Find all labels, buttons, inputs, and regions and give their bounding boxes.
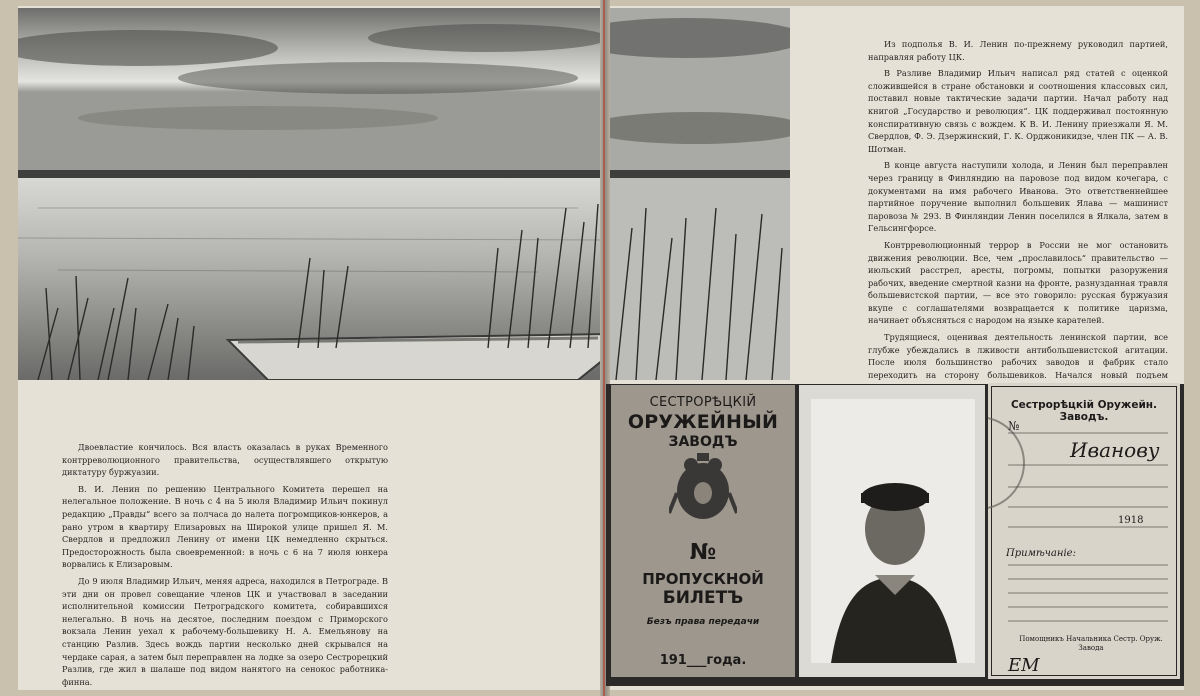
left-text-column: [62, 441, 388, 692]
paragraph: Трудящиеся, оценивая деятельность ленинской партии, все глубже убеждались в лживости антибольшевистской агитации. После июля большинство рабочих заводов и фабрик стало переходить на сторону большевиков. Начался новый подъем: [868, 332, 1168, 380]
pass-card-line: СЕСТРОРѢЦКІЙ: [649, 395, 757, 410]
pass-card-line: 191___года.: [659, 653, 747, 668]
pass-card-line: ЗАВОДЪ: [668, 434, 738, 450]
signature: ЕМ: [1008, 655, 1040, 676]
pass-card-number: №: [689, 540, 717, 565]
paragraph: В. И. Ленин по решению Центрального Комитета перешел на нелегальное положение. В ночь с 4 на 5 июля Владимир Ильич покинул редакцию „Правды“ всего за полчаса до налета погромщиков-юнкеров, а рано утром в квартиру Елизаровых на Широкой улице пришел Я. М. Свердлов и предложил Ленину от имени ЦК немедленно скрыться. Предосторожность была своевременной: в ночь с 6 на 7 июля юнкера ворвались к Елизаровым.: [62, 483, 388, 570]
certificate-title: Сестрорѣцкій Оружейн. Заводъ.: [1010, 399, 1158, 423]
certificate-note: Примѣчаніе:: [1006, 548, 1076, 559]
eagle-emblem-icon: [669, 453, 737, 525]
paragraph: В Разливе Владимир Ильич написал ряд статей с оценкой сложившейся в стране обстановки и соотношения классовых сил, поставил новые тактические задачи партии. Начал работу над книгой „Государство и революция“. ЦК поддерживал постоянную конспиративную связь с вождем. К В. И. Ленину приезжали Я. М. Свердлов, Ф. Э. Дзержинский, Г. К. Орджоникидзе, член ПК — А. В. Шотман.: [868, 68, 1168, 154]
paragraph: В конце августа наступили холода, и Ленин был переправлен через границу в Финляндию на паровозе под видом кочегара, с документами на имя рабочего Иванова. Это ответственнейшее партийное поручение выполнил большевик Ялава — машинист паровоза № 293. В Финляндии Ленин поселился в Ялкала, затем в Гельсингфорсе.: [868, 160, 1168, 234]
certificate-footer: Помощникъ Начальника Сестр. Оруж. Завода: [1019, 635, 1163, 652]
photo-card: [799, 385, 985, 677]
certificate-name: Иванову: [1070, 438, 1160, 462]
paragraph: До 9 июля Владимир Ильич, меняя адреса, находился в Петрограде. В эти дни он провел совещание членов ЦК и участвовал в заседании исполнительной комиссии Петроградского комитета, собиравшихся нелегально. В ночь на десятое, последним поездом с Приморского вокзала Ленин уехал к рабочему-большевику Н. А. Емельянову на станцию Разлив. Здесь вождь партии несколько дней скрывался на чердаке сарая, а затем был переправлен на лодке за озеро Сестрорецкий Разлив, где жил в шалаше под видом нанятого на сенокос работника-финна.: [62, 575, 388, 687]
certificate-number: №: [1008, 419, 1020, 433]
right-text-column: [868, 38, 1168, 398]
spine-thread: [603, 0, 605, 696]
portrait-photo: [811, 399, 975, 663]
paragraph: Контрреволюционный террор в России не мог остановить движения революции. Все, чем „прославилось“ правительство — июльский расстрел, аресты, погромы, попытки разоружения рабочих, введение смертной казни на фронте, разнузданная травля большевистской партии, — все это говорило: русская буржуазия вкупе с соглашателями возвращается к политике царизма, начинает объясняться с народом на языке карателей.: [868, 239, 1168, 326]
lake-photo-left: [18, 8, 604, 380]
pass-card-line: БИЛЕТЪ: [662, 588, 744, 608]
pass-card: [611, 385, 795, 677]
pass-card-line: ПРОПУСКНОЙ: [642, 570, 764, 588]
paragraph: Из подполья В. И. Ленин по-прежнему руководил партией, направляя работу ЦК.: [868, 39, 1168, 62]
pass-card-line: Безъ права передачи: [646, 617, 760, 627]
paragraph: Двоевластие кончилось. Вся власть оказалась в руках Временного контрреволюционного правительства, осуществлявшего открытую диктатуру буржуазии.: [62, 442, 388, 478]
id-certificate: [988, 383, 1180, 679]
certificate-year: 1918: [1118, 515, 1144, 526]
pass-card-line: ОРУЖЕЙНЫЙ: [627, 411, 779, 433]
lake-photo-right: [606, 8, 790, 380]
